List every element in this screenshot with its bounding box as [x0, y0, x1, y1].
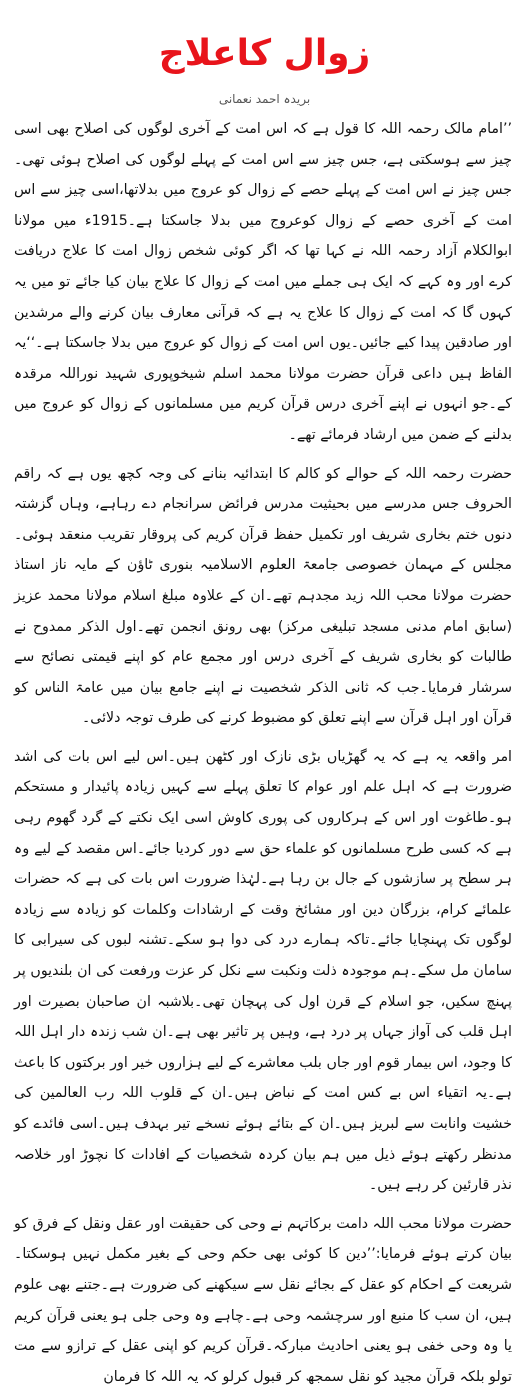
- article-paragraph: امر واقعہ یہ ہے کہ یہ گھڑیاں بڑی نازک اور کٹھن ہیں۔اس لیے اس بات کی اشد ضرورت ہے کہ اہل علم اور عوام کا تعلق پہلے سے کہیں زیادہ پائیدار و مستحکم ہو۔طاغوت اور اس کے ہرکاروں کی پوری کاوش اسی ایک نکتے کے گرد گھوم رہی ہے کہ کسی طرح مسلمانوں کو علماء حق سے دور کردیا جائے۔اس مقصد کے لیے وہ ہر سطح پر سازشوں کے جال بن رہا ہے۔لہٰذا ضرورت اس بات کی ہے کہ حضرات علمائے کرام، بزرگان دین اور مشائخ وقت کے ارشادات وکلمات کو زیادہ سے زیادہ لوگوں تک پہنچایا جائے۔تاکہ ہمارے درد کی دوا ہو سکے۔تشنہ لبوں کی سیرابی کا سامان مل سکے۔ہم موجودہ ذلت ونکبت سے نکل کر عزت ورفعت کی ان بلندیوں پر پہنچ سکیں، جو اسلام کے قرن اول کی پہچان تھی۔بلاشبہ ان صاحبان بصیرت اور اہل قلب کی آواز جہاں پر درد ہے، وہیں پر تاثیر بھی ہے۔ان شب زندہ دار اہل اللہ کا وجود، اس بیمار قوم اور جاں بلب معاشرے کے لیے ہزاروں خیر اور برکتوں کا باعث ہے۔یہ اتقیاء اس بے کس امت کے نباض ہیں۔ان کے قلوب اللہ رب العالمین کی خشیت وانابت سے لبریز ہیں۔ان کے بتائے ہوئے نسخے تیر بہدف ہیں۔اسی فائدے کو مدنظر رکھتے ہوئے ذیل میں ہم بیان کردہ شخصیات کے افادات کا نچوڑ اور خلاصہ نذر قارئین کر رہے ہیں۔: [14, 748, 512, 1194]
- article-title: زوال کاعلاج: [158, 33, 371, 74]
- article-body: [14, 114, 512, 1392]
- article-paragraph: حضرت مولانا محب اللہ دامت برکاتہم نے وحی کی حقیقت اور عقل ونقل کے فرق کو بیان کرتے ہوئے فرمایا:’’دین کا کوئی بھی حکم وحی کے بغیر مکمل نہیں ہوسکتا۔شریعت کے احکام کو عقل کے بجائے نقل سے سیکھنے کی ضرورت ہے۔جتنے بھی علوم ہیں، ان سب کا منبع اور سرچشمہ وحی ہے۔چاہے وہ وحی جلی ہو یعنی قرآن کریم یا وہ وحی خفی ہو یعنی احادیث مبارکہ۔قرآن کریم کو اپنی عقل کے ترازو سے مت تولو بلکہ قرآن مجید کو نقل سمجھ کر قبول کرلو کہ یہ اللہ کا فرمان: [14, 1215, 512, 1385]
- article-byline: بریدہ احمد نعمانی: [218, 92, 311, 106]
- article-paragraph: حضرت رحمہ اللہ کے حوالے کو کالم کا ابتدائیہ بنانے کی وجہ کچھ یوں ہے کہ راقم الحروف جس مدرسے میں بحیثیت مدرس فرائض سرانجام دے رہاہے، وہاں گزشتہ دنوں ختم بخاری شریف اور تکمیل حفظ قرآن کریم کی پروقار تقریب منعقد ہوئی۔ مجلس کے مہمان خصوصی جامعۃ العلوم الاسلامیہ بنوری ٹاؤن کے مایہ ناز استاذ حضرت مولانا محب اللہ زید مجدہم تھے۔ان کے علاوہ مبلغ اسلام مولانا محمد عزیز (سابق امام مدنی مسجد تبلیغی مرکز) بھی رونق انجمن تھے۔اول الذکر ممدوح نے طالبات کو بخاری شریف کے آخری درس اور مجمع عام کو اپنے قیمتی نصائح سے سرشار فرمایا۔جب کہ ثانی الذکر شخصیت نے اپنے جامع بیان میں عامۃ الناس کو قرآن اور اہل قرآن سے اپنے تعلق کو مضبوط کرنے کی طرف توجہ دلائی۔: [14, 465, 512, 727]
- article-paragraph: ’’امام مالک رحمہ اللہ کا قول ہے کہ اس امت کے آخری لوگوں کی اصلاح بھی اسی چیز سے ہوسکتی ہے، جس چیز سے اس امت کے پہلے لوگوں کی اصلاح ہوئی تھی۔جس چیز نے اس امت کے پہلے حصے کے زوال کو عروج میں بدلاتھا،اسی چیز سے اس امت کے آخری حصے کے زوال کوعروج میں بدلا جاسکتا ہے۔1915ء میں مولانا ابوالکلام آزاد رحمہ اللہ نے کہا تھا کہ اگر کوئی شخص زوال امت کا علاج دریافت کرے اور وہ کہے کہ ایک ہی جملے میں امت کے زوال کا علاج بیان کیا جائے تو میں یہ کہوں گا کہ امت کے زوال کا علاج یہ ہے کہ قرآنی معارف بیان کرنے والے مرشدین اور صادقین پیدا کیے جائیں۔یوں اس امت کے زوال کو عروج میں بدلا جاسکتا ہے۔‘‘یہ الفاظ ہیں داعی قرآن حضرت مولانا محمد اسلم شیخوپوری شہید نوراللہ مرقدہ کے۔جو انہوں نے اپنے آخری درس قرآن کریم میں مسلمانوں کے زوال کو عروج میں بدلنے کے ضمن میں ارشاد فرمائے تھے۔: [14, 121, 512, 443]
